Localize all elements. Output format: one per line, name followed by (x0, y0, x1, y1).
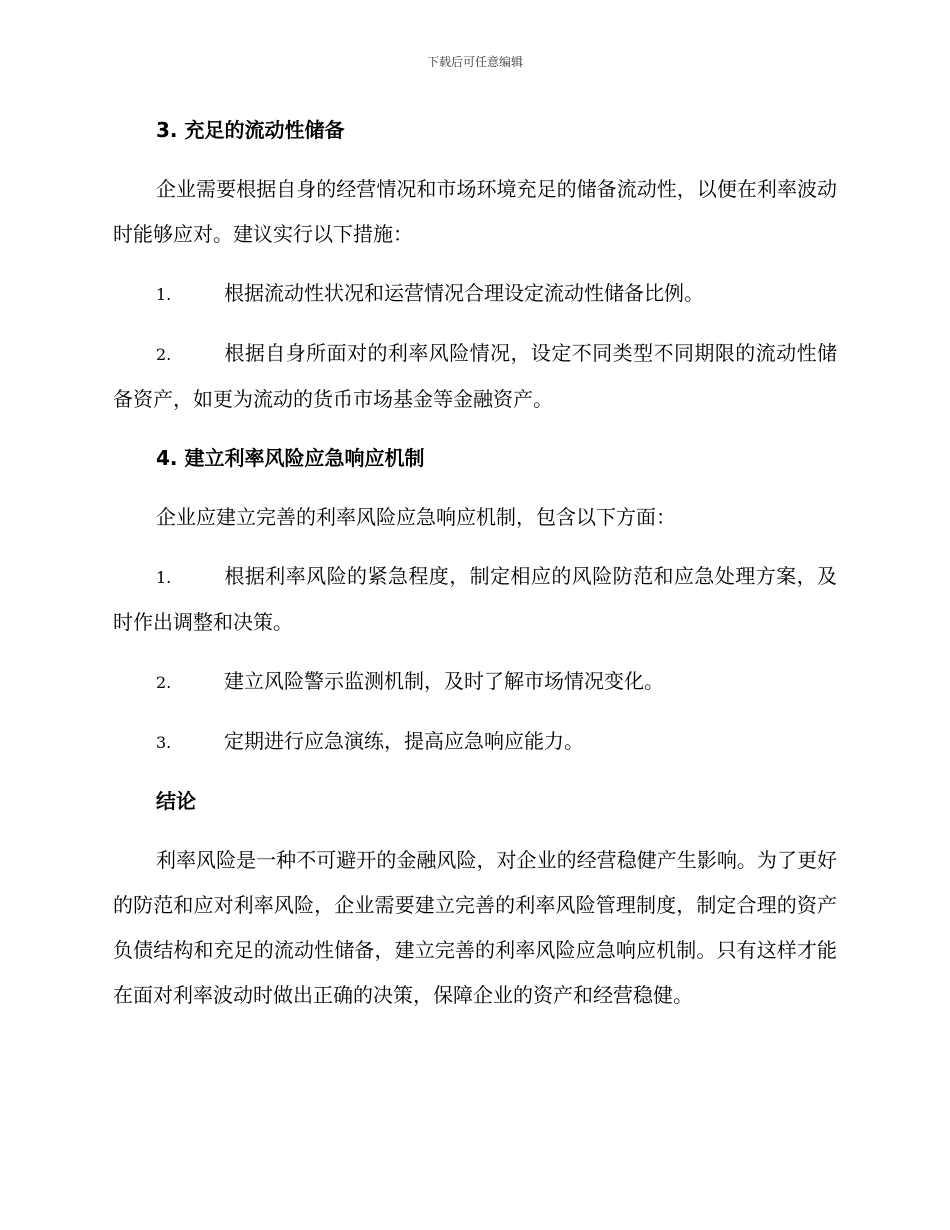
list-text: 根据自身所面对的利率风险情况，设定不同类型不同期限的流动性储备资产，如更为流动的货币市场基金等金融资产。 (113, 341, 837, 411)
list-text: 建立风险警示监测机制，及时了解市场情况变化。 (224, 669, 664, 693)
list-text: 定期进行应急演练，提高应急响应能力。 (224, 729, 584, 753)
list-number: 2. (156, 673, 172, 692)
section-3-heading: 3. 充足的流动性储备 (156, 118, 345, 142)
document-body (113, 108, 837, 1032)
conclusion-heading: 结论 (156, 789, 196, 813)
list-text: 根据流动性状况和运营情况合理设定流动性储备比例。 (224, 281, 704, 305)
list-number: 3. (156, 733, 172, 752)
list-item (113, 331, 837, 422)
list-number: 1. (156, 568, 172, 587)
list-item (113, 554, 837, 645)
section-4-intro: 企业应建立完善的利率风险应急响应机制，包含以下方面： (156, 505, 676, 529)
section-4-heading: 4. 建立利率风险应急响应机制 (156, 446, 425, 470)
list-text: 根据利率风险的紧急程度，制定相应的风险防范和应急处理方案，及时作出调整和决策。 (113, 564, 837, 634)
list-number: 2. (156, 345, 172, 364)
header-note: 下载后可任意编辑 (426, 55, 523, 69)
conclusion-body: 利率风险是一种不可避开的金融风险，对企业的经营稳健产生影响。为了更好的防范和应对利率风险，企业需要建立完善的利率风险管理制度，制定合理的资产负债结构和充足的流动性储备，建立完善的利率风险应急响应机制。只有这样才能在面对利率波动时做出正确的决策，保障企业的资产和经营稳健。 (113, 848, 837, 1007)
list-item (113, 659, 837, 705)
list-number: 1. (156, 285, 172, 304)
section-3-intro: 企业需要根据自身的经营情况和市场环境充足的储备流动性，以便在利率波动时能够应对。建议实行以下措施： (113, 177, 837, 246)
list-item (113, 719, 837, 765)
list-item (113, 271, 837, 317)
